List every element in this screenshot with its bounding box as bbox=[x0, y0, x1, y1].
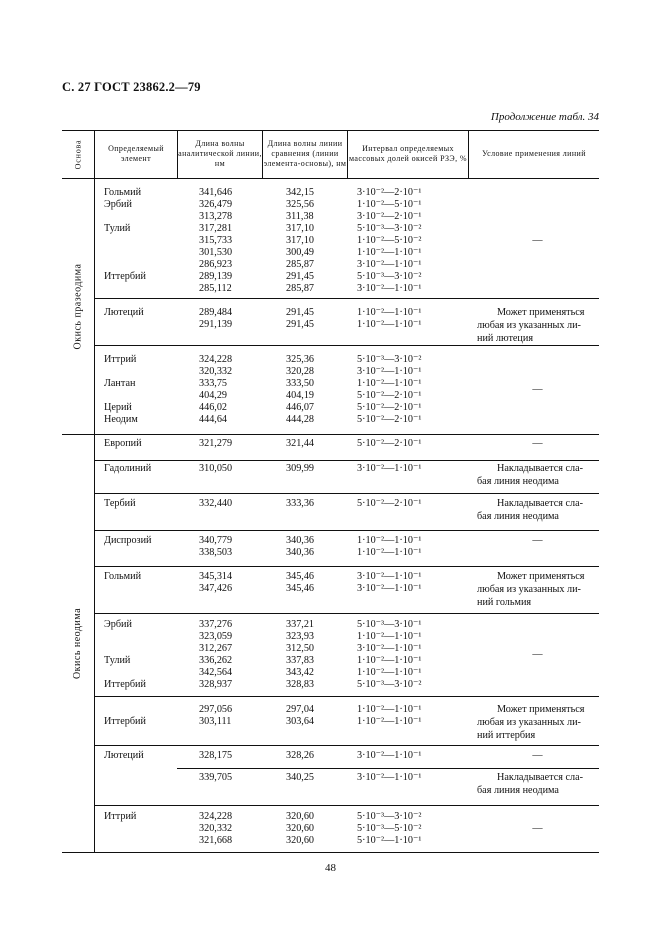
table-continuation-label: Продолжение табл. 34 bbox=[490, 111, 599, 123]
reference-wavelength-cell bbox=[286, 571, 314, 595]
cell-line: 332,440 bbox=[199, 498, 233, 509]
element-cell bbox=[104, 354, 138, 426]
element-cell bbox=[104, 463, 151, 475]
cell-line: 324,228 bbox=[199, 811, 233, 822]
condition-cell: — bbox=[532, 438, 543, 449]
row-separator bbox=[95, 530, 599, 531]
cell-line: 315,733 bbox=[199, 235, 233, 246]
column-header: Определяемый элемент bbox=[108, 144, 164, 163]
reference-wavelength-cell bbox=[286, 750, 314, 762]
cell-line: Европий bbox=[104, 438, 142, 449]
condition-line: бая линия неодима bbox=[477, 511, 559, 522]
column-divider bbox=[94, 130, 95, 852]
cell-line: Иттербий bbox=[104, 271, 146, 282]
cell-line: 3·10⁻²—2·10⁻¹ bbox=[357, 211, 422, 222]
condition-line: ний гольмия bbox=[477, 597, 532, 608]
cell-line: 338,503 bbox=[199, 547, 233, 558]
cell-line: 1·10⁻²—1·10⁻¹ bbox=[357, 547, 422, 558]
cell-line: 285,87 bbox=[286, 259, 315, 270]
cell-line: 320,60 bbox=[286, 823, 315, 834]
table-bottom-rule bbox=[62, 852, 599, 853]
base-label: Окись празеодима bbox=[72, 263, 84, 349]
interval-cell bbox=[357, 811, 421, 847]
cell-line: 3·10⁻²—1·10⁻¹ bbox=[357, 583, 422, 594]
cell-line: Тулий bbox=[104, 655, 131, 666]
condition-line: Накладывается сла- bbox=[497, 463, 584, 474]
cell-line: 324,228 bbox=[199, 354, 233, 365]
cell-line: 1·10⁻²—1·10⁻¹ bbox=[357, 667, 422, 678]
cell-line: 323,93 bbox=[286, 631, 315, 642]
condition-cell bbox=[477, 772, 598, 798]
cell-line: 320,60 bbox=[286, 811, 315, 822]
element-cell bbox=[104, 535, 152, 547]
cell-line: 297,04 bbox=[286, 704, 315, 715]
cell-line: Тербий bbox=[104, 498, 136, 509]
cell-line: 446,07 bbox=[286, 402, 315, 413]
cell-line: 317,10 bbox=[286, 223, 315, 234]
cell-line: 320,28 bbox=[286, 366, 315, 377]
cell-line: 326,479 bbox=[199, 199, 233, 210]
cell-line bbox=[104, 631, 146, 643]
cell-line: Эрбий bbox=[104, 619, 132, 630]
cell-line: 3·10⁻²—1·10⁻¹ bbox=[357, 643, 422, 654]
cell-line: Иттербий bbox=[104, 679, 146, 690]
analytical-wavelength-cell bbox=[199, 535, 232, 559]
cell-line: 285,112 bbox=[199, 283, 232, 294]
cell-line: 3·10⁻²—1·10⁻¹ bbox=[357, 772, 422, 783]
cell-line: 340,25 bbox=[286, 772, 315, 783]
cell-line: 3·10⁻²—1·10⁻¹ bbox=[357, 571, 422, 582]
cell-line: 5·10⁻³—5·10⁻² bbox=[357, 823, 422, 834]
cell-line: 312,267 bbox=[199, 643, 233, 654]
cell-line: 289,484 bbox=[199, 307, 233, 318]
cell-line: 320,60 bbox=[286, 835, 315, 846]
interval-cell bbox=[357, 463, 421, 475]
analytical-wavelength-cell bbox=[199, 750, 232, 762]
cell-line: 339,705 bbox=[199, 772, 233, 783]
reference-wavelength-cell bbox=[286, 619, 314, 691]
cell-line bbox=[104, 211, 146, 223]
cell-line: 341,646 bbox=[199, 187, 233, 198]
condition-line: Накладывается сла- bbox=[497, 498, 584, 509]
cell-line: 303,64 bbox=[286, 716, 315, 727]
cell-line: 323,059 bbox=[199, 631, 233, 642]
element-cell bbox=[104, 571, 141, 583]
cell-line: 1·10⁻²—1·10⁻¹ bbox=[357, 247, 422, 258]
cell-line: 5·10⁻²—2·10⁻¹ bbox=[357, 438, 422, 449]
interval-cell bbox=[357, 535, 421, 559]
cell-line: 340,36 bbox=[286, 535, 315, 546]
cell-line: 291,139 bbox=[199, 319, 233, 330]
interval-cell bbox=[357, 438, 421, 450]
cell-line: 340,36 bbox=[286, 547, 315, 558]
cell-line bbox=[104, 366, 138, 378]
reference-wavelength-cell bbox=[286, 354, 314, 426]
cell-line bbox=[104, 667, 146, 679]
cell-line: Лютеций bbox=[104, 307, 144, 318]
interval-cell bbox=[357, 354, 421, 426]
base-label: Окись неодима bbox=[72, 607, 84, 679]
cell-line: Тулий bbox=[104, 223, 131, 234]
condition-cell: — bbox=[532, 384, 543, 395]
cell-line: 328,83 bbox=[286, 679, 315, 690]
cell-line bbox=[104, 247, 146, 259]
cell-line: 347,426 bbox=[199, 583, 233, 594]
row-separator bbox=[95, 493, 599, 494]
row-separator bbox=[95, 745, 599, 746]
cell-line: 1·10⁻²—1·10⁻¹ bbox=[357, 716, 422, 727]
cell-line: 291,45 bbox=[286, 271, 315, 282]
condition-line: Может применяться bbox=[497, 307, 585, 318]
cell-line: 310,050 bbox=[199, 463, 233, 474]
cell-line: 444,64 bbox=[199, 414, 228, 425]
cell-line: Гольмий bbox=[104, 187, 142, 198]
condition-line: бая линия неодима bbox=[477, 785, 559, 796]
cell-line: 337,21 bbox=[286, 619, 315, 630]
cell-line: Лантан bbox=[104, 378, 136, 389]
condition-cell: — bbox=[532, 750, 543, 761]
cell-line: 5·10⁻²—1·10⁻¹ bbox=[357, 835, 422, 846]
analytical-wavelength-cell bbox=[199, 704, 232, 728]
cell-line: 1·10⁻²—5·10⁻¹ bbox=[357, 199, 422, 210]
interval-cell bbox=[357, 772, 421, 784]
column-header: Условие применения линий bbox=[482, 149, 586, 158]
reference-wavelength-cell bbox=[286, 463, 314, 475]
row-separator bbox=[95, 460, 599, 461]
page-number: 48 bbox=[325, 862, 336, 874]
row-separator bbox=[62, 434, 599, 435]
analytical-wavelength-cell bbox=[199, 498, 232, 510]
condition-cell bbox=[477, 307, 598, 346]
condition-line: Может применяться bbox=[497, 571, 585, 582]
cell-line: 3·10⁻²—1·10⁻¹ bbox=[357, 463, 422, 474]
cell-line: 343,42 bbox=[286, 667, 315, 678]
header-bottom-rule bbox=[62, 178, 599, 179]
cell-line: Иттрий bbox=[104, 354, 137, 365]
cell-line: Иттербий bbox=[104, 716, 146, 727]
row-separator bbox=[95, 566, 599, 567]
analytical-wavelength-cell bbox=[199, 772, 232, 784]
cell-line: 337,276 bbox=[199, 619, 233, 630]
analytical-wavelength-cell bbox=[199, 354, 232, 426]
reference-wavelength-cell bbox=[286, 187, 314, 295]
cell-line: 444,28 bbox=[286, 414, 315, 425]
cell-line: 336,262 bbox=[199, 655, 233, 666]
interval-cell bbox=[357, 498, 421, 510]
condition-line: любая из указанных ли- bbox=[477, 584, 581, 595]
cell-line bbox=[104, 283, 146, 295]
cell-line: 345,46 bbox=[286, 571, 315, 582]
cell-line: 5·10⁻³—3·10⁻² bbox=[357, 679, 422, 690]
document-header: С. 27 ГОСТ 23862.2—79 bbox=[62, 80, 201, 94]
cell-line: 328,937 bbox=[199, 679, 233, 690]
reference-wavelength-cell bbox=[286, 307, 314, 331]
cell-line: 325,56 bbox=[286, 199, 315, 210]
condition-cell: — bbox=[532, 649, 543, 660]
cell-line bbox=[104, 259, 146, 271]
analytical-wavelength-cell bbox=[199, 811, 232, 847]
condition-line: ний иттербия bbox=[477, 730, 536, 741]
analytical-wavelength-cell bbox=[199, 438, 232, 450]
cell-line: 5·10⁻³—3·10⁻² bbox=[357, 354, 422, 365]
row-separator bbox=[95, 613, 599, 614]
cell-line: 342,15 bbox=[286, 187, 315, 198]
condition-line: Накладывается сла- bbox=[497, 772, 584, 783]
interval-cell bbox=[357, 187, 421, 295]
interval-cell bbox=[357, 750, 421, 762]
cell-line: 333,75 bbox=[199, 378, 228, 389]
reference-wavelength-cell bbox=[286, 772, 314, 784]
row-separator bbox=[95, 298, 599, 299]
condition-cell: — bbox=[532, 535, 543, 546]
element-cell bbox=[104, 438, 142, 450]
row-separator bbox=[177, 768, 599, 769]
cell-line: 1·10⁻²—1·10⁻¹ bbox=[357, 655, 422, 666]
column-header: Интервал определяемых массовых долей окисей РЗЭ, % bbox=[349, 144, 467, 163]
cell-line: 312,50 bbox=[286, 643, 315, 654]
reference-wavelength-cell bbox=[286, 535, 314, 559]
cell-line: 1·10⁻²—1·10⁻¹ bbox=[357, 378, 422, 389]
cell-line: Иттрий bbox=[104, 811, 137, 822]
element-cell bbox=[104, 187, 146, 295]
cell-line: 404,19 bbox=[286, 390, 315, 401]
cell-line: 291,45 bbox=[286, 307, 315, 318]
element-cell bbox=[104, 811, 136, 823]
cell-line: 1·10⁻²—1·10⁻¹ bbox=[357, 307, 422, 318]
cell-line: 5·10⁻²—2·10⁻¹ bbox=[357, 402, 422, 413]
condition-line: бая линия неодима bbox=[477, 476, 559, 487]
interval-cell bbox=[357, 571, 421, 595]
condition-line: Может применяться bbox=[497, 704, 585, 715]
condition-cell bbox=[477, 704, 598, 743]
cell-line: 3·10⁻²—1·10⁻¹ bbox=[357, 750, 422, 761]
cell-line: 297,056 bbox=[199, 704, 233, 715]
cell-line: 328,175 bbox=[199, 750, 233, 761]
element-cell bbox=[104, 704, 146, 728]
cell-line: 5·10⁻³—3·10⁻² bbox=[357, 271, 422, 282]
cell-line: 3·10⁻²—1·10⁻¹ bbox=[357, 366, 422, 377]
cell-line: 309,99 bbox=[286, 463, 315, 474]
cell-line: 1·10⁻²—1·10⁻¹ bbox=[357, 319, 422, 330]
cell-line: 1·10⁻²—1·10⁻¹ bbox=[357, 631, 422, 642]
analytical-wavelength-cell bbox=[199, 463, 232, 475]
reference-wavelength-cell bbox=[286, 704, 314, 728]
analytical-wavelength-cell bbox=[199, 187, 232, 295]
cell-line: 286,923 bbox=[199, 259, 233, 270]
cell-line: 1·10⁻²—1·10⁻¹ bbox=[357, 704, 422, 715]
element-cell bbox=[104, 498, 136, 510]
cell-line: 5·10⁻³—3·10⁻² bbox=[357, 811, 422, 822]
cell-line: 333,50 bbox=[286, 378, 315, 389]
analytical-wavelength-cell bbox=[199, 619, 232, 691]
cell-line: 301,530 bbox=[199, 247, 233, 258]
condition-cell: — bbox=[532, 235, 543, 246]
condition-line: любая из указанных ли- bbox=[477, 717, 581, 728]
element-cell bbox=[104, 750, 144, 762]
cell-line: Неодим bbox=[104, 414, 138, 425]
cell-line bbox=[104, 235, 146, 247]
condition-cell bbox=[477, 571, 598, 610]
cell-line: 5·10⁻²—2·10⁻¹ bbox=[357, 498, 422, 509]
cell-line: 345,46 bbox=[286, 583, 315, 594]
column-header: Длина волны линии сравнения (линии элемента-основы), нм bbox=[263, 139, 347, 168]
cell-line: 1·10⁻²—1·10⁻¹ bbox=[357, 535, 422, 546]
reference-wavelength-cell bbox=[286, 438, 314, 450]
cell-line: 320,332 bbox=[199, 366, 233, 377]
cell-line: 340,779 bbox=[199, 535, 233, 546]
interval-cell bbox=[357, 704, 421, 728]
cell-line: Церий bbox=[104, 402, 132, 413]
cell-line: 321,668 bbox=[199, 835, 233, 846]
cell-line bbox=[104, 390, 138, 402]
cell-line: 342,564 bbox=[199, 667, 233, 678]
cell-line: 3·10⁻²—1·10⁻¹ bbox=[357, 259, 422, 270]
column-header: Длина волны аналитической линии, нм bbox=[178, 139, 262, 168]
cell-line: 303,111 bbox=[199, 716, 232, 727]
cell-line: 325,36 bbox=[286, 354, 315, 365]
cell-line: 291,45 bbox=[286, 319, 315, 330]
cell-line: 321,279 bbox=[199, 438, 233, 449]
cell-line bbox=[104, 643, 146, 655]
condition-cell bbox=[477, 463, 598, 489]
cell-line: 446,02 bbox=[199, 402, 228, 413]
column-header: Основа bbox=[73, 139, 83, 169]
cell-line: Диспрозий bbox=[104, 535, 152, 546]
condition-cell: — bbox=[532, 823, 543, 834]
cell-line: 300,49 bbox=[286, 247, 315, 258]
cell-line: 3·10⁻²—1·10⁻¹ bbox=[357, 283, 422, 294]
cell-line: 3·10⁻²—2·10⁻¹ bbox=[357, 187, 422, 198]
element-cell bbox=[104, 619, 146, 691]
cell-line: 337,83 bbox=[286, 655, 315, 666]
cell-line: 328,26 bbox=[286, 750, 315, 761]
cell-line: 5·10⁻²—2·10⁻¹ bbox=[357, 390, 422, 401]
reference-wavelength-cell bbox=[286, 498, 314, 510]
interval-cell bbox=[357, 307, 421, 331]
cell-line bbox=[104, 704, 146, 716]
analytical-wavelength-cell bbox=[199, 571, 232, 595]
condition-line: ний лютеция bbox=[477, 333, 534, 344]
reference-wavelength-cell bbox=[286, 811, 314, 847]
cell-line: 5·10⁻²—2·10⁻¹ bbox=[357, 414, 422, 425]
interval-cell bbox=[357, 619, 421, 691]
cell-line: 345,314 bbox=[199, 571, 233, 582]
condition-line: любая из указанных ли- bbox=[477, 320, 581, 331]
cell-line: Лютеций bbox=[104, 750, 144, 761]
row-separator bbox=[95, 696, 599, 697]
cell-line: Гольмий bbox=[104, 571, 142, 582]
cell-line: 5·10⁻³—3·10⁻² bbox=[357, 223, 422, 234]
cell-line: 313,278 bbox=[199, 211, 233, 222]
cell-line: 404,29 bbox=[199, 390, 228, 401]
element-cell bbox=[104, 307, 144, 319]
cell-line: 1·10⁻²—5·10⁻² bbox=[357, 235, 422, 246]
cell-line: 285,87 bbox=[286, 283, 315, 294]
analytical-wavelength-cell bbox=[199, 307, 232, 331]
cell-line: 5·10⁻³—3·10⁻¹ bbox=[357, 619, 422, 630]
cell-line: 317,10 bbox=[286, 235, 315, 246]
cell-line: 320,332 bbox=[199, 823, 233, 834]
cell-line: 333,36 bbox=[286, 498, 315, 509]
cell-line: 321,44 bbox=[286, 438, 315, 449]
cell-line: 311,38 bbox=[286, 211, 314, 222]
cell-line: Эрбий bbox=[104, 199, 132, 210]
cell-line: 289,139 bbox=[199, 271, 233, 282]
row-separator bbox=[95, 805, 599, 806]
condition-cell bbox=[477, 498, 598, 524]
cell-line: 317,281 bbox=[199, 223, 233, 234]
cell-line: Гадолиний bbox=[104, 463, 152, 474]
